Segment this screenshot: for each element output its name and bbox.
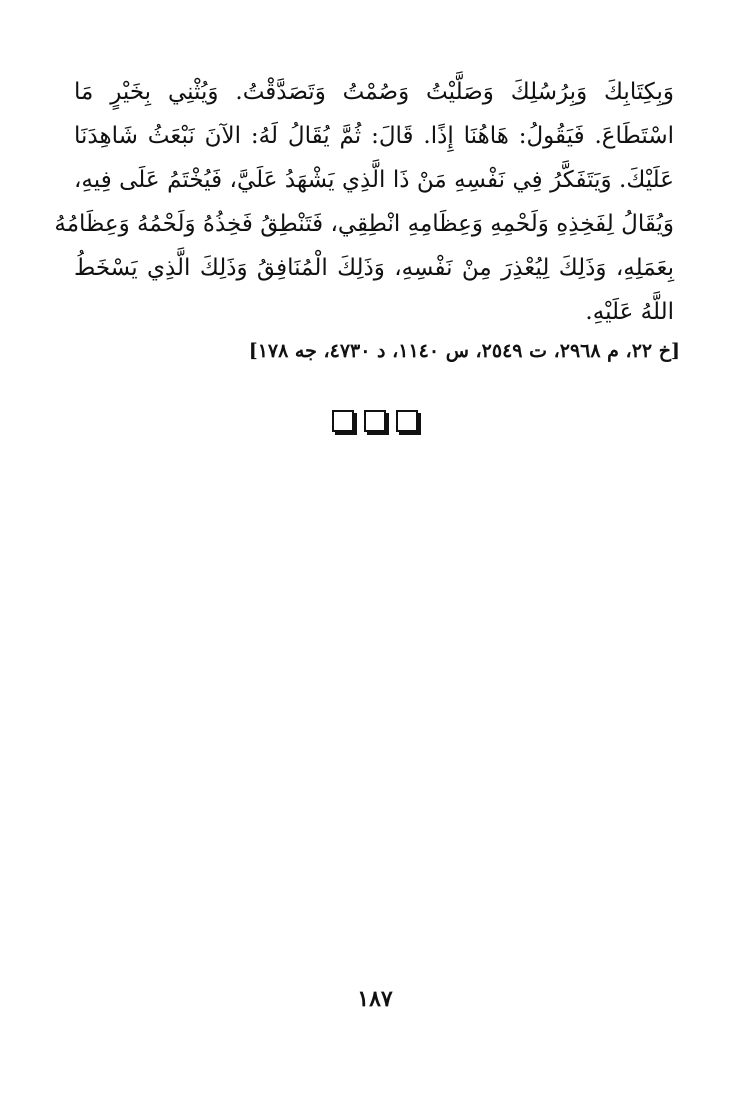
text-line-4: وَيُقَالُ لِفَخِذِهِ وَلَحْمِهِ وَعِظَامِهِ انْطِقِي، فَتَنْطِقُ فَخِذُهُ وَلَحْمُهُ وَعِظَامُهُ	[54, 211, 674, 237]
hadith-text	[54, 70, 674, 334]
hadith-reference: [خ ٢٢، م ٢٩٦٨، ت ٢٥٤٩، س ١١٤٠، د ٤٧٣٠، جه ١٧٨]	[248, 340, 680, 362]
section-separator	[0, 410, 750, 432]
text-line-1: وَبِكِتَابِكَ وَبِرُسُلِكَ وَصَلَّيْتُ وَصُمْتُ وَتَصَدَّقْتُ. وَيُثْنِي بِخَيْرٍ مَا	[74, 79, 674, 105]
text-line-5: بِعَمَلِهِ، وَذَلِكَ لِيُعْذِرَ مِنْ نَفْسِهِ، وَذَلِكَ الْمُنَافِقُ وَذَلِكَ الَّذِي يَسْخَطُ	[74, 255, 674, 281]
page-number: ١٨٧	[357, 986, 393, 1012]
text-line-6: اللَّهُ عَلَيْهِ.	[585, 299, 674, 325]
separator-box-icon	[396, 410, 418, 432]
text-line-2: اسْتَطَاعَ. فَيَقُولُ: هَاهُنَا إِذًا. قَالَ: ثُمَّ يُقَالُ لَهُ: الآنَ نَبْعَثُ شَاهِدَنَا	[74, 123, 674, 149]
separator-box-icon	[332, 410, 354, 432]
separator-box-icon	[364, 410, 386, 432]
text-line-3: عَلَيْكَ. وَيَتَفَكَّرُ فِي نَفْسِهِ مَنْ ذَا الَّذِي يَشْهَدُ عَلَيَّ، فَيُخْتَمُ عَلَى فِيهِ،	[74, 167, 674, 193]
